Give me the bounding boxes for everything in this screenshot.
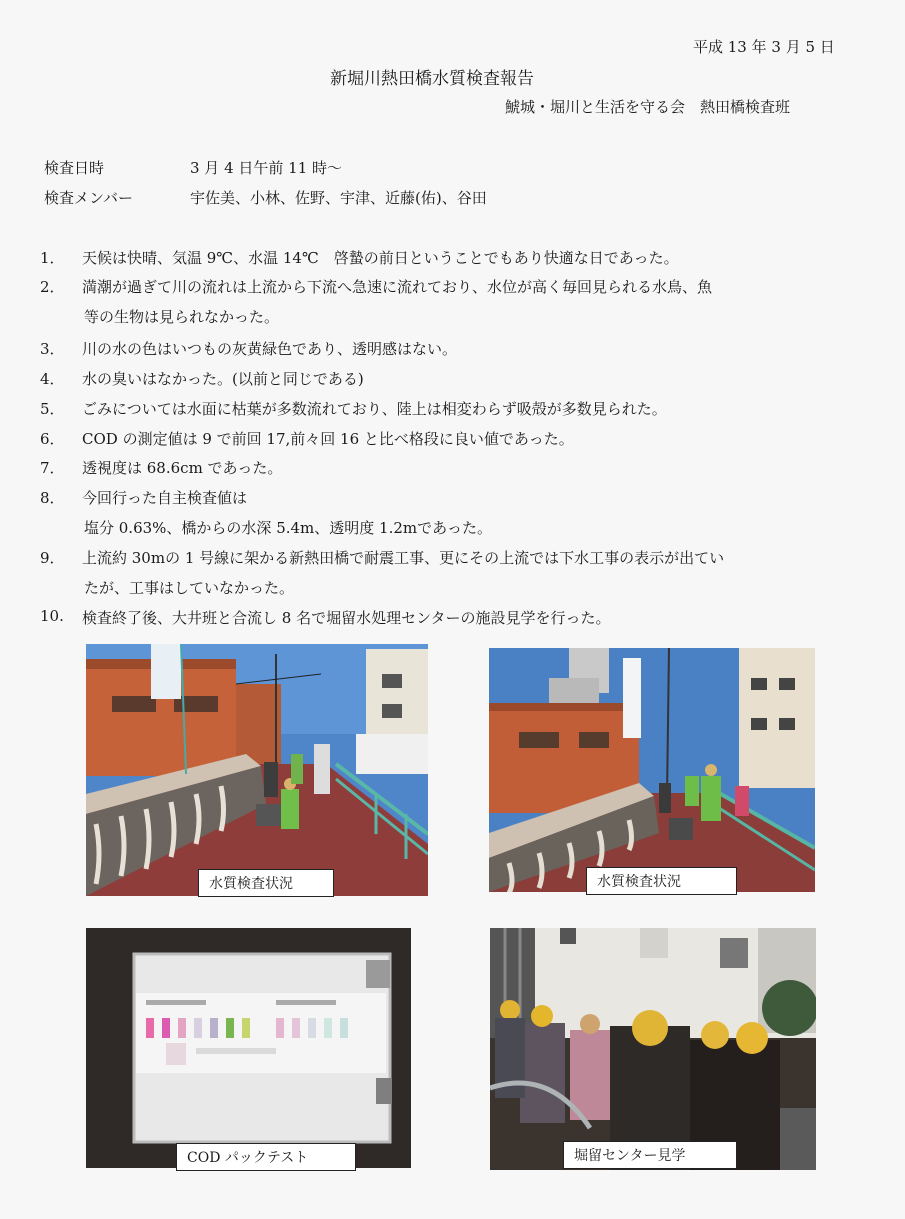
organization-name: 鯱城・堀川と生活を守る会 熱田橋検査班 xyxy=(505,98,791,116)
photo-water-inspection-1 xyxy=(86,644,428,896)
report-title: 新堀川熱田橋水質検査報告 xyxy=(330,69,534,89)
members-value: 宇佐美、小林、佐野、宇津、近藤(佑)、谷田 xyxy=(190,189,487,207)
list-item: 9． 上流約 30mの 1 号線に架かる新熱田橋で耐震工事、更にその上流では下水工事の表示が出てい xyxy=(40,549,725,567)
list-item: 1． 天候は快晴、気温 9℃、水温 14℃ 啓蟄の前日ということでもあり快適な日であった。 xyxy=(40,249,679,267)
photo-caption: 水質検査状況 xyxy=(198,869,334,897)
photo-caption: COD パックテスト xyxy=(176,1143,356,1171)
report-date: 平成 13 年 3 月 5 日 xyxy=(693,38,835,56)
photo-water-inspection-2 xyxy=(489,648,815,892)
photo-caption: 水質検査状況 xyxy=(586,867,737,895)
list-item: 10. 検査終了後、大井班と合流し 8 名で堀留水処理センターの施設見学を行った。 xyxy=(40,607,611,627)
list-item: 7． 透視度は 68.6cm であった。 xyxy=(40,459,283,477)
photo-caption: 堀留センター見学 xyxy=(563,1141,737,1169)
list-item: 4． 水の臭いはなかった。(以前と同じである) xyxy=(40,370,364,388)
list-item: 8． 今回行った自主検査値は xyxy=(40,489,248,507)
list-item-continuation: 塩分 0.63%、橋からの水深 5.4m、透明度 1.2mであった。 xyxy=(84,519,492,537)
list-item-continuation: 等の生物は見られなかった。 xyxy=(84,308,280,326)
photo-center-tour xyxy=(490,928,816,1170)
inspection-date-value: 3 月 4 日午前 11 時～ xyxy=(190,159,343,177)
list-item: 6． COD の測定値は 9 で前回 17,前々回 16 と比べ格段に良い値であった。 xyxy=(40,430,574,448)
list-item: 3． 川の水の色はいつもの灰黄緑色であり、透明感はない。 xyxy=(40,340,458,358)
list-item: 5． ごみについては水面に枯葉が多数流れており、陸上は相変わらず吸殻が多数見られた。 xyxy=(40,400,667,418)
list-item-continuation: たが、工事はしていなかった。 xyxy=(84,579,295,597)
photo-cod-packtest xyxy=(86,928,411,1168)
members-label: 検査メンバー xyxy=(44,189,133,207)
list-item: 2． 満潮が過ぎて川の流れは上流から下流へ急速に流れており、水位が高く毎回見られる水鳥、魚 xyxy=(40,278,713,296)
inspection-date-label: 検査日時 xyxy=(44,159,105,177)
